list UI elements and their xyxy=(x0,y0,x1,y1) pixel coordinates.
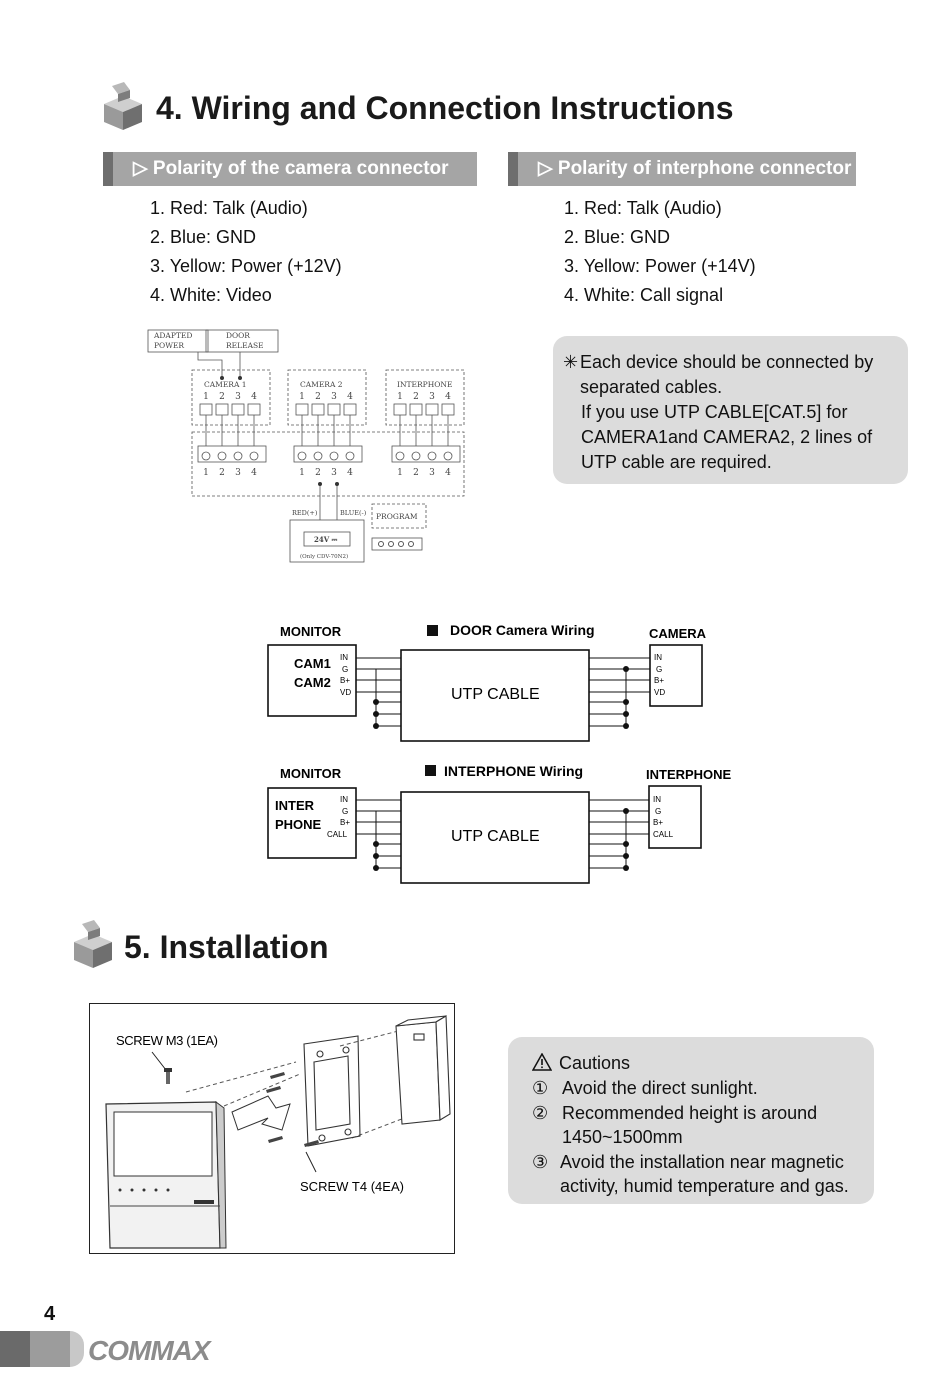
pin-number: 2 xyxy=(315,392,321,402)
pin-number: 4 xyxy=(445,392,451,402)
caution-item: Avoid the installation near magnetic xyxy=(560,1151,844,1172)
pin-label: B+ xyxy=(340,676,351,685)
pin-number: 4 xyxy=(347,468,353,478)
pin-number: 3 xyxy=(331,392,337,402)
pin-number: 1 xyxy=(299,468,305,478)
wall-box-icon xyxy=(396,1016,450,1124)
list-item: 3. Yellow: Power (+12V) xyxy=(150,256,342,276)
installation-illustration xyxy=(89,1003,455,1254)
monitor-label: MONITOR xyxy=(280,624,342,639)
pin-label: IN xyxy=(653,795,661,804)
blue-lead-label: BLUE(-) xyxy=(340,509,367,517)
psu-label: 24V ⎓ xyxy=(314,535,338,544)
pin-label: B+ xyxy=(340,818,351,827)
note-line: Each device should be connected by xyxy=(580,352,874,372)
caution-item: Avoid the direct sunlight. xyxy=(562,1078,758,1098)
screw-icon xyxy=(164,1068,172,1084)
pin-number: 4 xyxy=(445,468,451,478)
door-release-label: RELEASE xyxy=(226,341,264,350)
cautions-box xyxy=(508,1037,874,1204)
monitor-label: MONITOR xyxy=(280,766,342,781)
utp-cable-label: UTP CABLE xyxy=(451,686,540,703)
pin-number: 4 xyxy=(251,468,257,478)
commax-logo: COMMAX xyxy=(88,1335,210,1366)
pin-label: G xyxy=(342,807,349,816)
list-item: 1. Red: Talk (Audio) xyxy=(150,198,308,218)
pin-label: G xyxy=(656,665,663,674)
pin-number: 2 xyxy=(315,468,321,478)
interphone-connector-heading: ▷ Polarity of interphone connector xyxy=(508,152,856,186)
pin-number: 1 xyxy=(203,468,209,478)
camera2-label: CAMERA 2 xyxy=(300,380,343,389)
section5-title: 5. Installation xyxy=(124,929,329,965)
pin-label: IN xyxy=(654,653,662,662)
pin-number: 1 xyxy=(397,392,403,402)
pin-label: CALL xyxy=(653,830,674,839)
caution-number: ② xyxy=(532,1102,549,1123)
caution-number: ① xyxy=(532,1078,549,1098)
adapted-power-label: POWER xyxy=(154,341,185,350)
section4-title: 4. Wiring and Connection Instructions xyxy=(156,90,734,126)
camera-device-label: CAMERA xyxy=(649,626,707,641)
cam1-label: CAM1 xyxy=(294,656,331,671)
pin-number: 1 xyxy=(203,392,209,402)
pin-label: B+ xyxy=(653,818,664,827)
pin-number: 1 xyxy=(299,392,305,402)
camera-connector-list xyxy=(150,194,342,310)
pin-number: 3 xyxy=(429,392,435,402)
door-wiring-title: DOOR Camera Wiring xyxy=(450,622,595,638)
adapted-power-label: ADAPTED xyxy=(154,331,193,340)
red-lead-label: RED(+) xyxy=(292,509,318,517)
pin-number: 2 xyxy=(219,468,225,478)
program-label: PROGRAM xyxy=(376,512,418,521)
footer-bar xyxy=(70,1331,84,1367)
pin-number: 2 xyxy=(413,392,419,402)
pin-number: 3 xyxy=(235,392,241,402)
note-line: If you use UTP CABLE[CAT.5] for xyxy=(581,402,848,422)
asterisk-icon: ✳ xyxy=(563,352,579,372)
cable-note xyxy=(553,336,908,484)
pin-label: IN xyxy=(340,795,348,804)
camera1-label: CAMERA 1 xyxy=(204,380,247,389)
screw-t4-label: SCREW T4 (4EA) xyxy=(300,1179,404,1194)
terminal-block-diagram xyxy=(140,320,480,570)
list-item: 1. Red: Talk (Audio) xyxy=(564,198,722,218)
pin-label: B+ xyxy=(654,676,665,685)
list-item: 2. Blue: GND xyxy=(150,227,257,247)
cube-icon xyxy=(72,920,114,968)
pin-label: G xyxy=(655,807,662,816)
camera-connector-heading: ▷ Polarity of the camera connector xyxy=(103,152,477,186)
inter-label: INTER xyxy=(275,798,314,813)
pin-number: 2 xyxy=(413,468,419,478)
pin-number: 1 xyxy=(397,468,403,478)
footer-bar xyxy=(30,1331,70,1367)
interphone-connector-list xyxy=(564,194,756,310)
caution-item: Recommended height is around xyxy=(562,1102,818,1123)
screw-m3-label: SCREW M3 (1EA) xyxy=(116,1033,218,1048)
door-release-label: DOOR xyxy=(226,331,250,340)
pin-number: 2 xyxy=(219,392,225,402)
note-line: separated cables. xyxy=(580,377,723,397)
pin-number: 4 xyxy=(251,392,257,402)
interphone-device-label: INTERPHONE xyxy=(646,767,732,782)
pin-label: G xyxy=(342,665,349,674)
list-item: 4. White: Video xyxy=(150,285,272,305)
pin-number: 3 xyxy=(331,468,337,478)
note-line: CAMERA1and CAMERA2, 2 lines of xyxy=(581,427,873,447)
list-item: 2. Blue: GND xyxy=(564,227,671,247)
page-number: 4 xyxy=(44,1303,56,1325)
cube-icon xyxy=(102,82,144,130)
pin-number: 4 xyxy=(347,392,353,402)
phone-label: PHONE xyxy=(275,817,322,832)
utp-cable-label: UTP CABLE xyxy=(451,828,540,845)
note-line: UTP cable are required. xyxy=(581,452,772,472)
interphone-wiring-diagram xyxy=(260,756,740,896)
caution-item: 1450~1500mm xyxy=(562,1127,683,1147)
psu-note: (Only CDV-70N2) xyxy=(300,554,349,560)
interphone-wiring-title: INTERPHONE Wiring xyxy=(444,763,584,779)
caution-number: ③ xyxy=(532,1151,549,1172)
monitor-device-icon xyxy=(106,1102,226,1248)
footer-bar xyxy=(0,1331,30,1367)
wall-bracket-icon xyxy=(304,1036,360,1146)
pin-label: CALL xyxy=(327,830,348,839)
pin-label: VD xyxy=(654,688,666,697)
caution-item: activity, humid temperature and gas. xyxy=(560,1176,849,1196)
pin-label: IN xyxy=(340,653,348,662)
pin-label: VD xyxy=(340,688,352,697)
list-item: 3. Yellow: Power (+14V) xyxy=(564,256,756,276)
cam2-label: CAM2 xyxy=(294,675,331,690)
door-camera-wiring-diagram xyxy=(260,612,740,752)
interphone-label: INTERPHONE xyxy=(397,380,453,389)
pin-number: 3 xyxy=(235,468,241,478)
pin-number: 3 xyxy=(429,468,435,478)
cautions-heading: Cautions xyxy=(559,1053,631,1073)
list-item: 4. White: Call signal xyxy=(564,285,724,305)
warning-icon xyxy=(532,1053,552,1071)
